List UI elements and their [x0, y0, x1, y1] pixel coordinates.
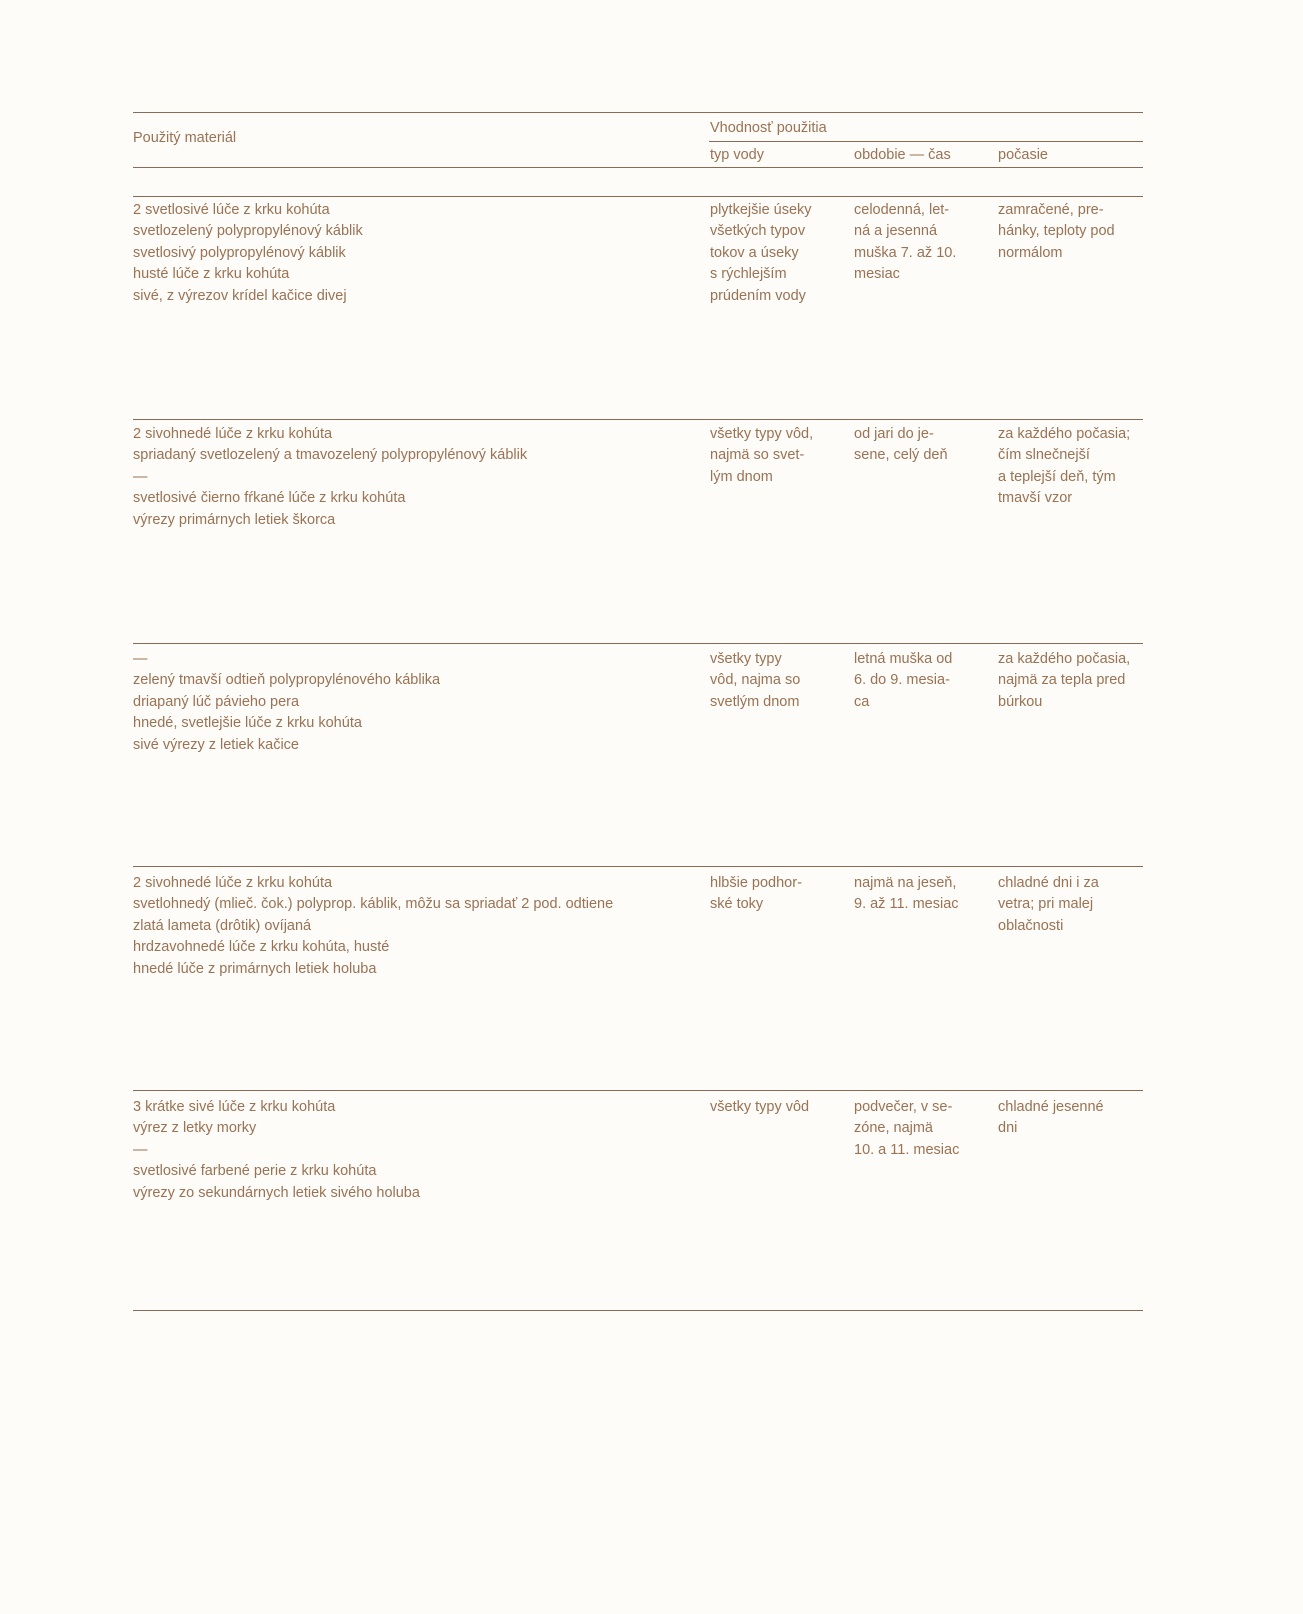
- header-bottom-rule: [133, 167, 1143, 168]
- period-line: 10. a 11. mesiac: [854, 1141, 960, 1158]
- weather-line: dni: [998, 1120, 1018, 1137]
- material-line: hrdzavohnedé lúče z krku kohúta, husté: [133, 939, 390, 956]
- material-line: výrezy primárnych letiek škorca: [133, 511, 336, 528]
- table-bottom-rule: [133, 1310, 1143, 1311]
- weather-line: hánky, teploty pod: [998, 223, 1115, 240]
- header-water-type: typ vody: [710, 147, 764, 163]
- period-line: najmä na jeseň,: [854, 875, 957, 891]
- material-line: —: [133, 468, 148, 485]
- row-period-cell: [854, 424, 948, 467]
- water-line: tokov a úseky: [710, 244, 799, 261]
- material-line: svetlosivé farbené perie z krku kohúta: [133, 1163, 377, 1180]
- water-line: lým dnom: [710, 468, 773, 485]
- material-line: —: [133, 1141, 148, 1158]
- period-line: zóne, najmä: [854, 1120, 933, 1137]
- material-line: 2 sivohnedé lúče z krku kohúta: [133, 875, 333, 891]
- row-weather-cell: [998, 649, 1130, 713]
- period-line: 6. do 9. mesia-: [854, 672, 950, 689]
- weather-line: za každého počasia;: [998, 426, 1131, 442]
- period-line: od jari do je-: [854, 426, 934, 442]
- weather-line: najmä za tepla pred: [998, 672, 1126, 689]
- water-line: najmä so svet-: [710, 447, 805, 464]
- material-line: svetlosivý polypropylénový káblik: [133, 244, 346, 261]
- row-top-rule: [133, 866, 1143, 867]
- header-suitability: Vhodnosť použitia: [710, 120, 827, 136]
- water-line: všetky typy: [710, 651, 782, 667]
- row-top-rule: [133, 1090, 1143, 1091]
- row-weather-cell: [998, 424, 1130, 510]
- material-line: 3 krátke sivé lúče z krku kohúta: [133, 1099, 336, 1115]
- period-line: muška 7. až 10.: [854, 244, 957, 261]
- material-line: driapaný lúč pávieho pera: [133, 693, 300, 710]
- row-period-cell: [854, 200, 956, 286]
- material-line: sivé, z výrezov krídel kačice divej: [133, 287, 347, 304]
- period-line: mesiac: [854, 266, 900, 283]
- water-line: všetky typy vôd,: [710, 426, 814, 442]
- water-line: prúdením vody: [710, 287, 806, 304]
- period-line: celodenná, let-: [854, 202, 950, 218]
- period-line: ná a jesenná: [854, 223, 938, 240]
- weather-line: búrkou: [998, 693, 1043, 710]
- water-line: všetkých typov: [710, 223, 806, 240]
- row-material-cell: [133, 873, 613, 980]
- material-line: svetlosivé čierno fŕkané lúče z krku kohúta: [133, 490, 406, 507]
- weather-line: normálom: [998, 244, 1063, 261]
- weather-line: chladné jesenné: [998, 1099, 1104, 1115]
- header-material: Použitý materiál: [133, 130, 237, 146]
- row-weather-cell: [998, 200, 1115, 264]
- water-line: ské toky: [710, 896, 764, 913]
- period-line: letná muška od: [854, 651, 953, 667]
- material-line: svetlozelený polypropylénový káblik: [133, 223, 363, 240]
- row-weather-cell: [998, 873, 1099, 937]
- row-material-cell: [133, 649, 440, 756]
- water-line: svetlým dnom: [710, 693, 800, 710]
- weather-line: tmavší vzor: [998, 490, 1073, 507]
- row-water-cell: [710, 649, 800, 713]
- weather-line: oblačnosti: [998, 917, 1064, 934]
- weather-line: a teplejší deň, tým: [998, 468, 1116, 485]
- row-water-cell: [710, 873, 802, 916]
- material-line: svetlohnedý (mlieč. čok.) polyprop. káblik, môžu sa spriadať 2 pod. odtiene: [133, 896, 614, 913]
- header-sub-rule: [709, 141, 1143, 142]
- period-line: ca: [854, 693, 870, 710]
- row-top-rule: [133, 419, 1143, 420]
- material-line: hnedé, svetlejšie lúče z krku kohúta: [133, 715, 362, 732]
- water-line: všetky typy vôd: [710, 1099, 810, 1115]
- material-line: husté lúče z krku kohúta: [133, 266, 290, 283]
- row-material-cell: [133, 200, 363, 307]
- header-period-time: obdobie — čas: [854, 147, 951, 163]
- weather-line: za každého počasia,: [998, 651, 1131, 667]
- period-line: sene, celý deň: [854, 447, 948, 464]
- row-weather-cell: [998, 1097, 1104, 1140]
- water-line: vôd, najma so: [710, 672, 801, 689]
- water-line: plytkejšie úseky: [710, 202, 812, 218]
- row-material-cell: [133, 424, 527, 531]
- weather-line: vetra; pri malej: [998, 896, 1094, 913]
- row-period-cell: [854, 649, 952, 713]
- material-line: zelený tmavší odtieň polypropylénového káblika: [133, 672, 441, 689]
- header-top-rule: [133, 112, 1143, 113]
- row-water-cell: [710, 200, 812, 307]
- row-material-cell: [133, 1097, 420, 1204]
- row-water-cell: [710, 424, 813, 488]
- material-line: výrezy zo sekundárnych letiek sivého holuba: [133, 1184, 420, 1201]
- material-line: 2 sivohnedé lúče z krku kohúta: [133, 426, 333, 442]
- material-line: spriadaný svetlozelený a tmavozelený polypropylénový káblik: [133, 447, 528, 464]
- weather-line: čím slnečnejší: [998, 447, 1090, 464]
- row-water-cell: [710, 1097, 809, 1118]
- row-period-cell: [854, 1097, 959, 1161]
- water-line: s rýchlejším: [710, 266, 787, 283]
- row-period-cell: [854, 873, 959, 916]
- material-line: hnedé lúče z primárnych letiek holuba: [133, 960, 377, 977]
- row-top-rule: [133, 643, 1143, 644]
- water-line: hlbšie podhor-: [710, 875, 802, 891]
- material-line: sivé výrezy z letiek kačice: [133, 736, 299, 753]
- period-line: podvečer, v se-: [854, 1099, 953, 1115]
- material-line: zlatá lameta (drôtik) ovíjaná: [133, 917, 312, 934]
- period-line: 9. až 11. mesiac: [854, 896, 959, 913]
- material-line: výrez z letky morky: [133, 1120, 257, 1137]
- weather-line: zamračené, pre-: [998, 202, 1104, 218]
- weather-line: chladné dni i za: [998, 875, 1099, 891]
- material-line: 2 svetlosivé lúče z krku kohúta: [133, 202, 330, 218]
- header-weather: počasie: [998, 147, 1048, 163]
- material-line: —: [133, 651, 148, 667]
- row-top-rule: [133, 196, 1143, 197]
